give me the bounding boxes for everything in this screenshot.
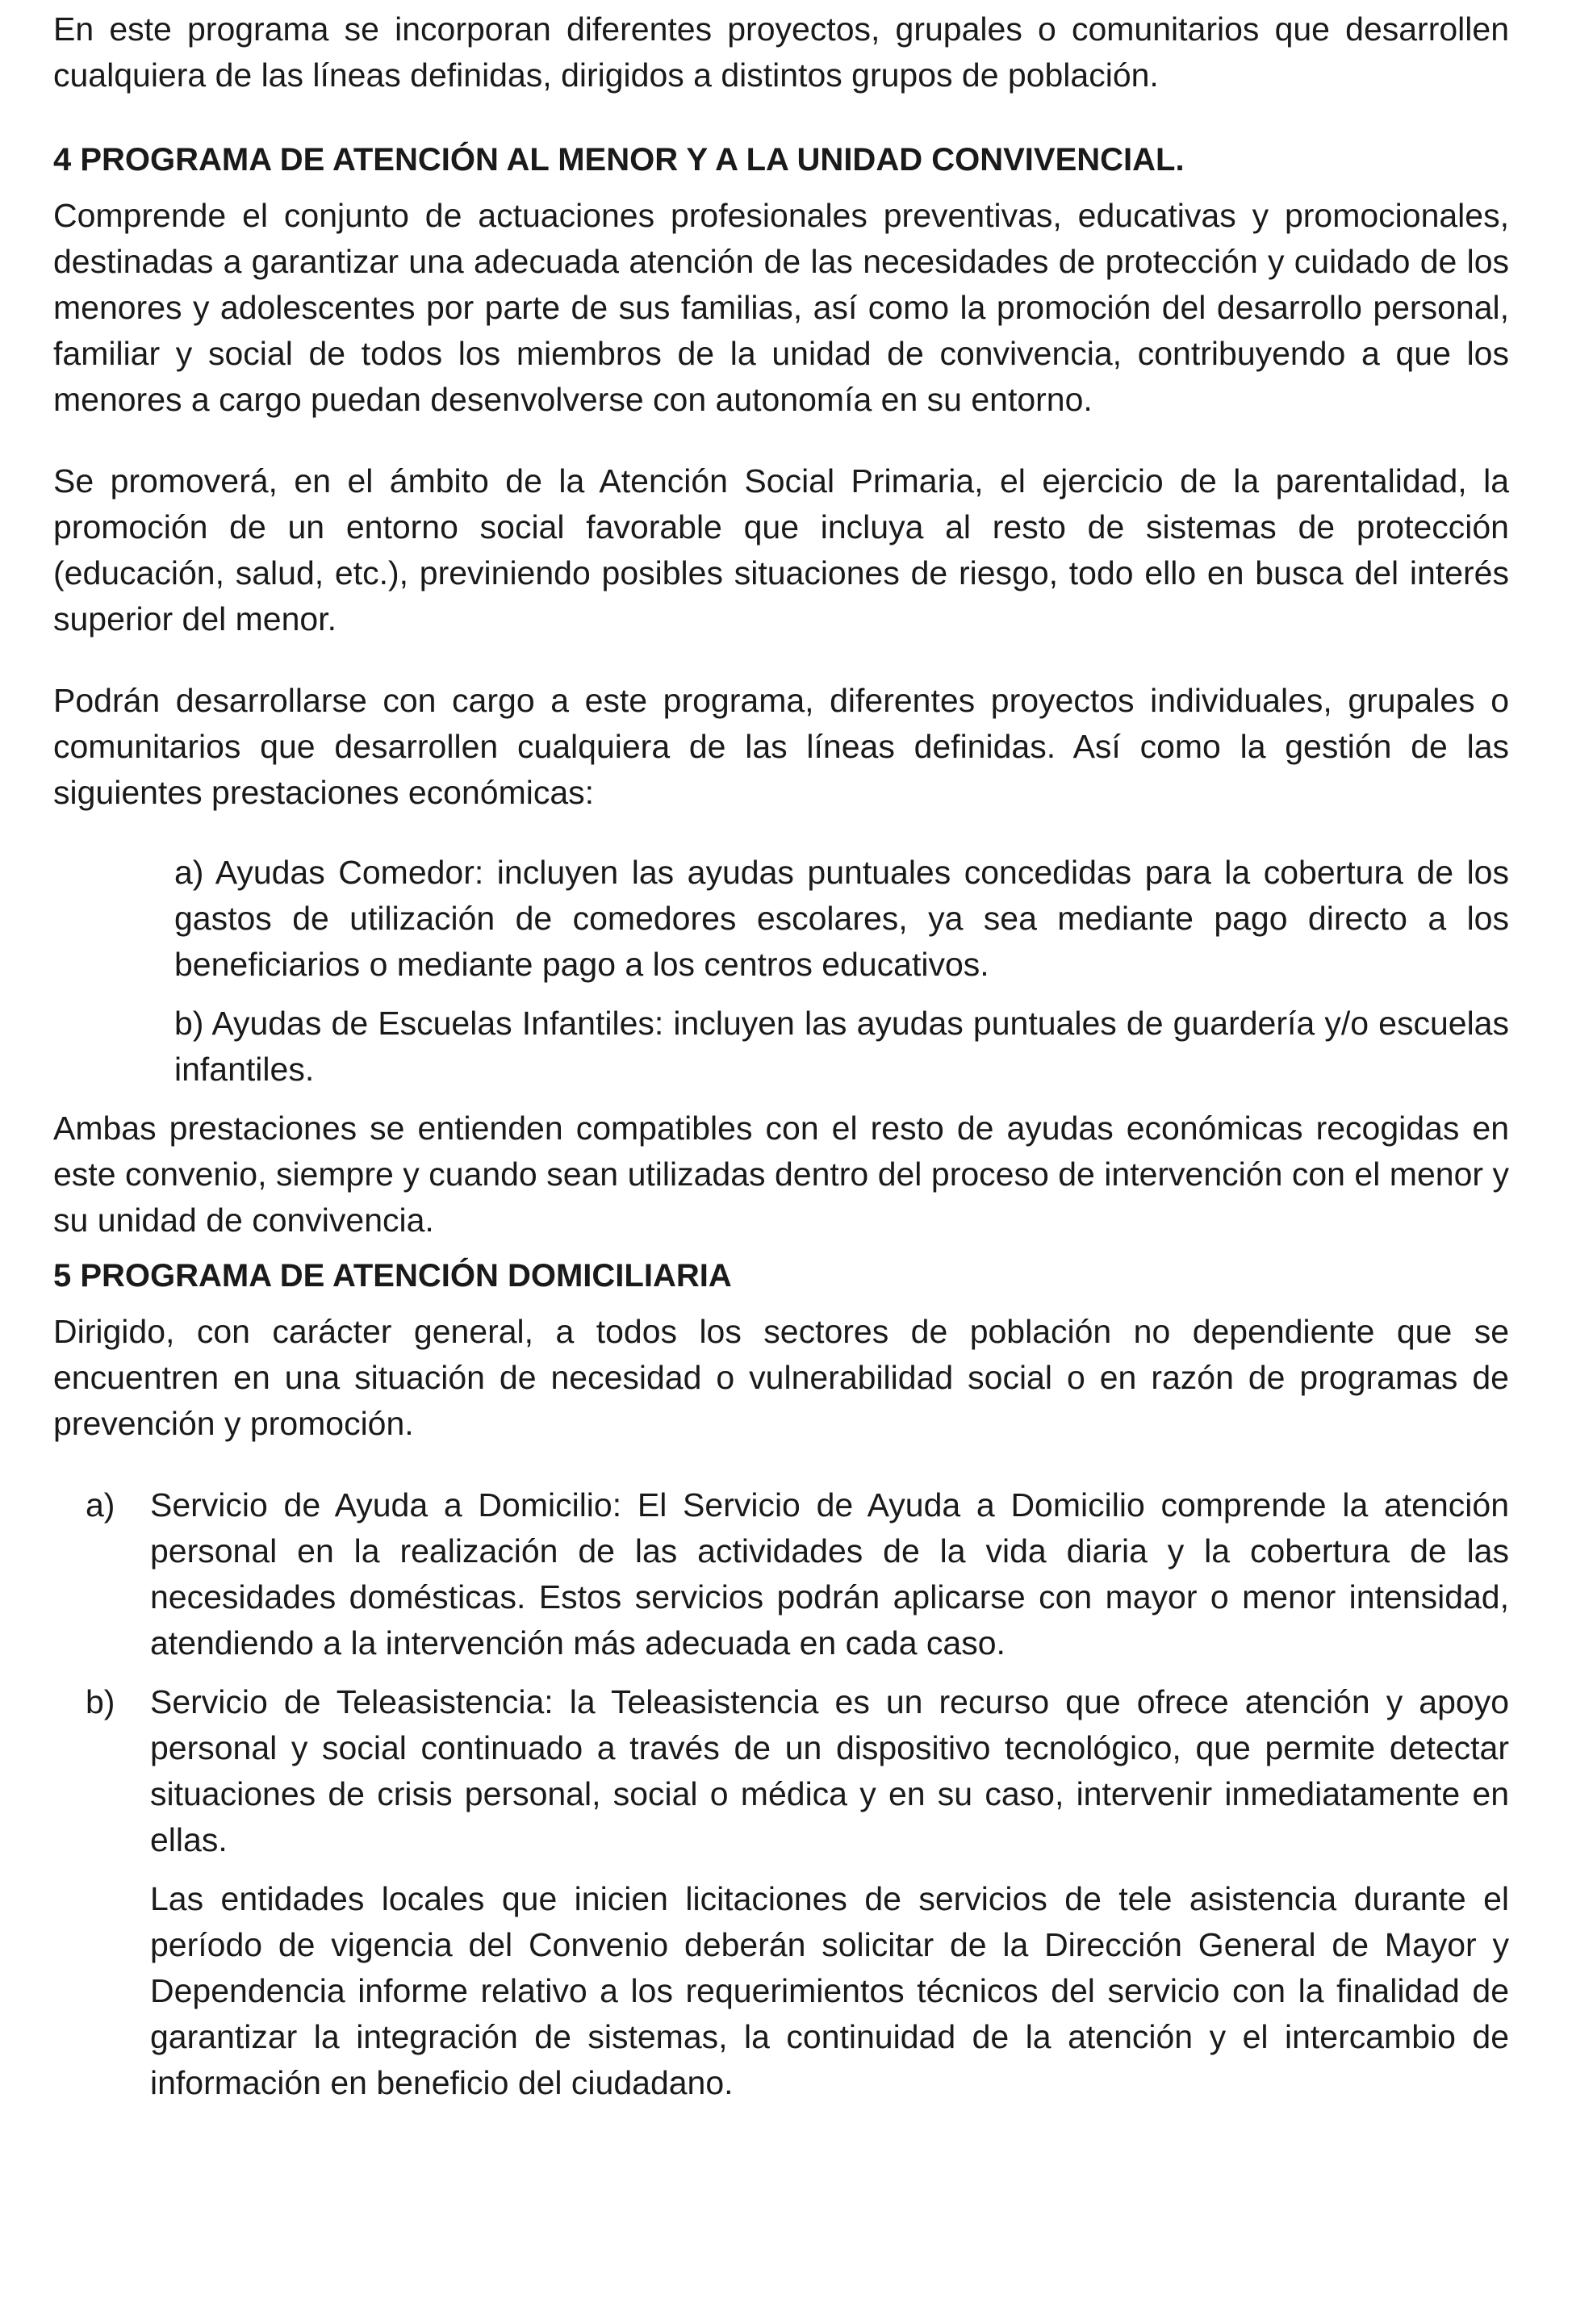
document-page: [53, 0, 1509, 2106]
section-5-paragraph-1: Dirigido, con carácter general, a todos los sectores de población no dependiente que se encuentren en una situación de necesidad o vulnerabilidad social o en razón de programas de prevención y promoción.: [53, 1313, 1509, 1442]
list-marker: b): [86, 1683, 115, 1720]
section-4-paragraph-4: Ambas prestaciones se entienden compatibles con el resto de ayudas económicas recogidas en este convenio, siempre y cuando sean utilizadas dentro del proceso de intervención con el menor y su unidad de convivencia.: [53, 1110, 1509, 1239]
intro-paragraph: En este programa se incorporan diferentes proyectos, grupales o comunitarios que desarrollen cualquiera de las líneas definidas, dirigidos a distintos grupos de población.: [53, 10, 1509, 94]
section-4-paragraph-2: Se promoverá, en el ámbito de la Atención Social Primaria, el ejercicio de la parentalidad, la promoción de un entorno social favorable que incluya al resto de sistemas de protección (educación, salud, etc.), previniendo posibles situaciones de riesgo, todo ello en busca del interés superior del menor.: [53, 462, 1509, 637]
list-item: [53, 1679, 1509, 1863]
service-item-teleassistance: Servicio de Teleasistencia: la Teleasistencia es un recurso que ofrece atención y apoyo personal y social continuado a través de un dispositivo tecnológico, que permite detectar situaciones de crisis personal, social o médica y en su caso, intervenir inmediatamente en ellas.: [150, 1683, 1509, 1858]
benefit-item-b: b) Ayudas de Escuelas Infantiles: incluyen las ayudas puntuales de guardería y/o escuelas infantiles.: [174, 1005, 1509, 1088]
list-marker: a): [86, 1486, 115, 1524]
section-5-services-list: [53, 1482, 1509, 1863]
section-4-benefits-list: [174, 850, 1509, 1093]
section-5-title: 5 PROGRAMA DE ATENCIÓN DOMICILIARIA: [53, 1258, 732, 1294]
teleassistance-continuation: Las entidades locales que inicien licitaciones de servicios de tele asistencia durante el período de vigencia del Convenio deberán solicitar de la Dirección General de Mayor y Dependencia informe relativo a los requerimientos técnicos del servicio con la finalidad de garantizar la integración de sistemas, la continuidad de la atención y el intercambio de información en beneficio del ciudadano.: [150, 1880, 1509, 2101]
benefit-item-a: a) Ayudas Comedor: incluyen las ayudas puntuales concedidas para la cobertura de los gastos de utilización de comedores escolares, ya sea mediante pago directo a los beneficiarios o mediante pago a los centros educativos.: [174, 854, 1509, 983]
list-item: [53, 1482, 1509, 1666]
section-4-title: 4 PROGRAMA DE ATENCIÓN AL MENOR Y A LA UNIDAD CONVIVENCIAL.: [53, 142, 1185, 178]
service-item-home-help: Servicio de Ayuda a Domicilio: El Servicio de Ayuda a Domicilio comprende la atención personal en la realización de las actividades de la vida diaria y la cobertura de las necesidades domésticas. Estos servicios podrán aplicarse con mayor o menor intensidad, atendiendo a la intervención más adecuada en cada caso.: [150, 1486, 1509, 1661]
section-4-paragraph-1: Comprende el conjunto de actuaciones profesionales preventivas, educativas y promocionales, destinadas a garantizar una adecuada atención de las necesidades de protección y cuidado de los menores y adolescentes por parte de sus familias, así como la promoción del desarrollo personal, familiar y social de todos los miembros de la unidad de convivencia, contribuyendo a que los menores a cargo puedan desenvolverse con autonomía en su entorno.: [53, 197, 1509, 418]
section-4-paragraph-3: Podrán desarrollarse con cargo a este programa, diferentes proyectos individuales, grupales o comunitarios que desarrollen cualquiera de las líneas definidas. Así como la gestión de las siguientes prestaciones económicas:: [53, 682, 1509, 811]
